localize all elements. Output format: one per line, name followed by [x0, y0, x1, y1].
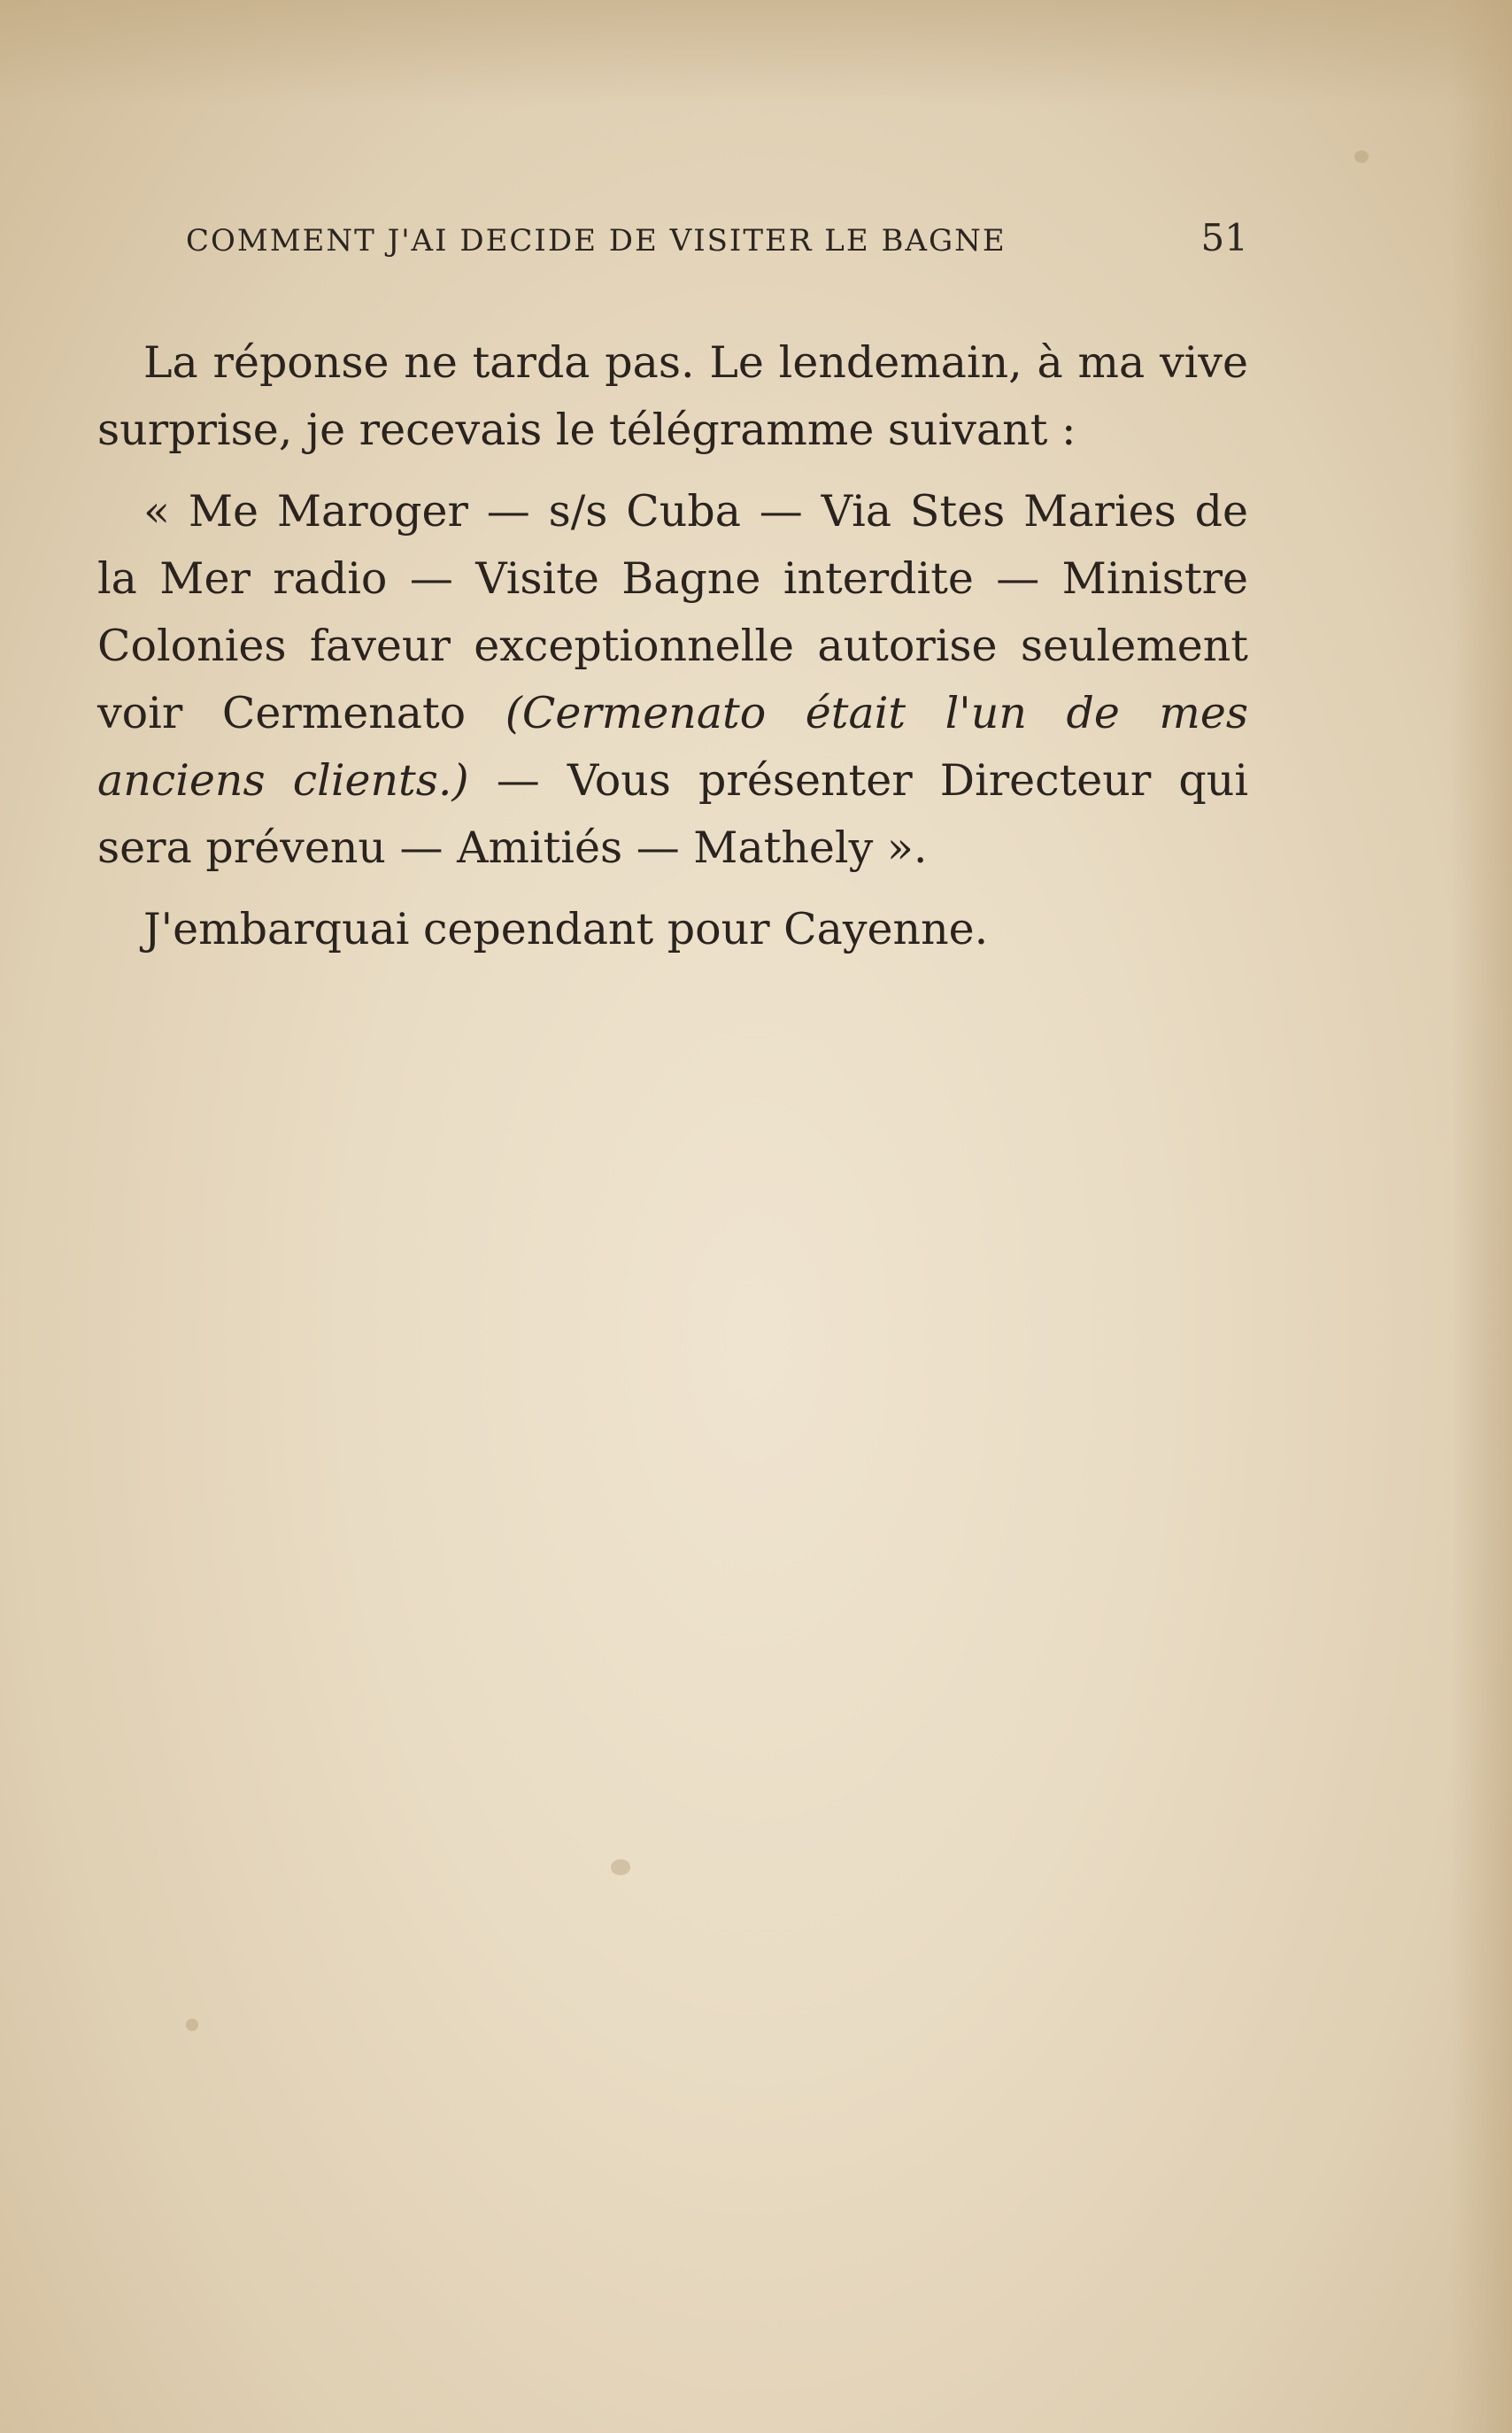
paper-stain — [611, 1859, 630, 1875]
telegram-italic-aside: (Cermenato était l'un de mes anciens clients.) — [97, 688, 1248, 806]
running-title: COMMENT J'AI DECIDE DE VISITER LE BAGNE — [186, 223, 1007, 259]
paragraph-embark: J'embarquai cependant pour Cayenne. — [143, 904, 989, 954]
paragraph-telegram — [97, 478, 1248, 882]
page-header — [186, 212, 1248, 266]
paper-stain — [1354, 151, 1369, 163]
page-edge-shadow-top — [0, 0, 1512, 106]
page-edge-shadow-right — [1450, 0, 1512, 2433]
telegram-text-start: « Me Maroger — s/s Cuba — Via Stes Maries de la Mer radio — Visite Bagne interdite — Ministre Colonies faveur exceptionnelle autorise seulement voir Cermenato — [97, 486, 1248, 738]
paper-stain — [186, 2019, 198, 2031]
page-number: 51 — [1200, 216, 1248, 259]
body-text — [97, 329, 1248, 977]
telegram-text-end: — Vous présenter Directeur qui sera prévenu — Amitiés — Mathely ». — [97, 755, 1248, 873]
paragraph-reply: La réponse ne tarda pas. Le lendemain, à ma vive surprise, je recevais le télégramme suivant : — [97, 337, 1248, 455]
